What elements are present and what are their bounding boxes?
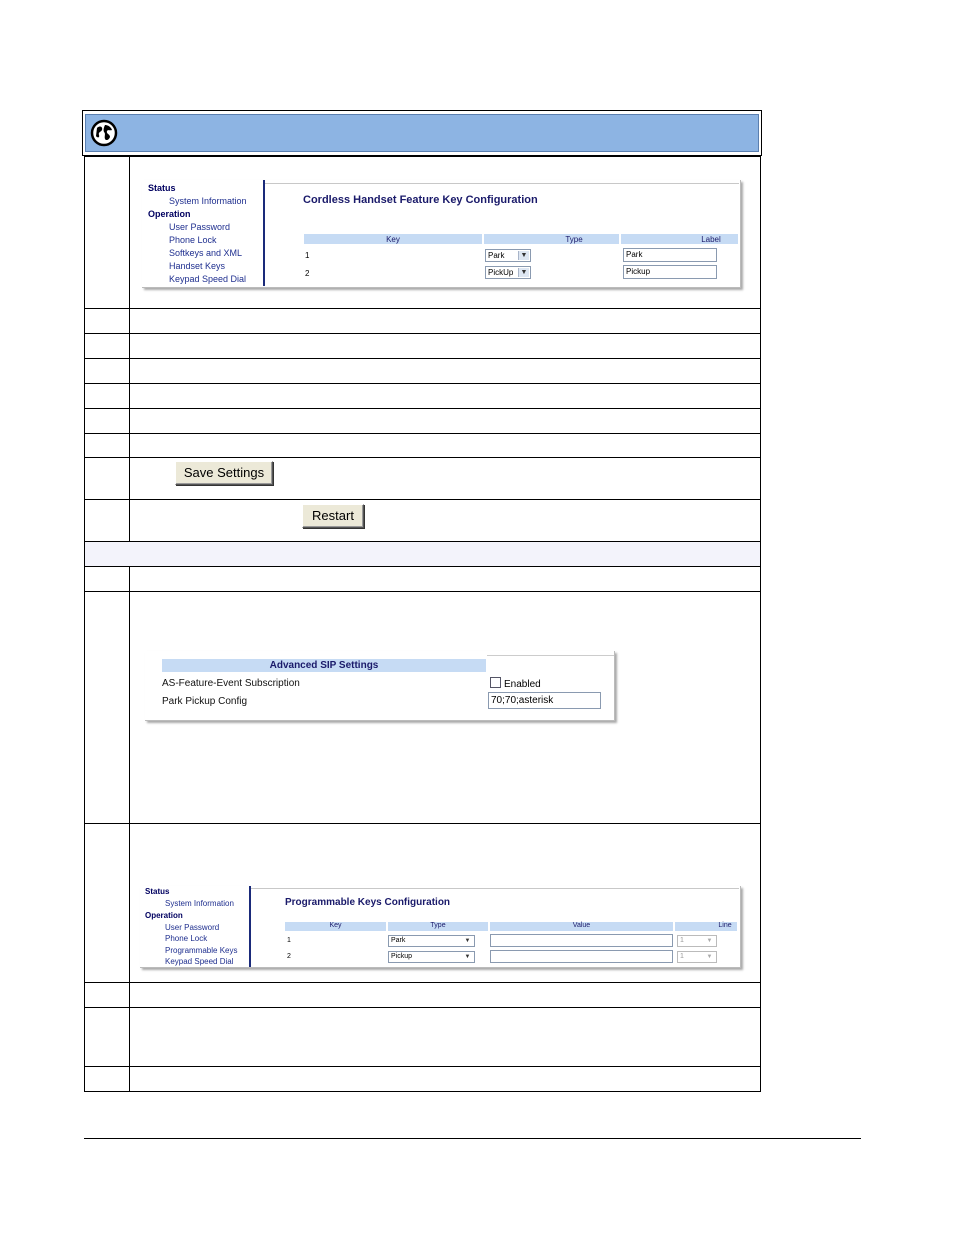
- table-row-border: [84, 823, 761, 824]
- table-border: [760, 156, 761, 1092]
- save-settings-button[interactable]: Save Settings: [175, 461, 273, 485]
- panel-top-rule: [251, 888, 739, 889]
- table-row-border: [84, 383, 761, 384]
- table-row-border: [84, 566, 761, 567]
- label-input-value: Pickup: [626, 267, 651, 276]
- table-row-border: [84, 333, 761, 334]
- sidebar-item-phone-lock[interactable]: Phone Lock: [165, 934, 208, 943]
- type-select-value: Park: [488, 251, 505, 260]
- globe-icon: [90, 119, 118, 147]
- sidebar-item-softkeys-xml[interactable]: Softkeys and XML: [169, 248, 243, 258]
- section-title: Advanced SIP Settings: [269, 660, 379, 671]
- column-header-label: Label: [701, 235, 721, 244]
- restart-button[interactable]: Restart: [302, 504, 364, 528]
- column-header-type: Type: [430, 922, 446, 929]
- sidebar-item-programmable-keys[interactable]: Programmable Keys: [165, 946, 238, 955]
- label-input-value: Park: [626, 250, 643, 259]
- sidebar-item-user-password[interactable]: User Password: [165, 923, 220, 932]
- table-row-border: [84, 1066, 761, 1067]
- table-row-border: [84, 499, 761, 500]
- panel-top-rule: [265, 183, 739, 184]
- chevron-down-icon: ▼: [518, 251, 529, 260]
- column-header-value: Value: [572, 922, 591, 929]
- column-header-key: Key: [386, 235, 400, 244]
- table-border: [84, 156, 85, 1092]
- type-select-1[interactable]: [388, 935, 475, 947]
- table-section-band: [85, 542, 760, 566]
- sidebar-heading-status: Status: [148, 183, 176, 193]
- sidebar-divider: [263, 180, 265, 286]
- label-input-1[interactable]: [623, 248, 717, 262]
- table-row-border: [84, 408, 761, 409]
- table-border: [84, 156, 761, 157]
- field-label-as-feature-event: AS-Feature-Event Subscription: [162, 678, 300, 689]
- panel-top-rule: [487, 655, 614, 656]
- sidebar-item-keypad-speed-dial[interactable]: Keypad Speed Dial: [169, 274, 247, 284]
- checkbox-label-enabled: Enabled: [504, 679, 541, 690]
- sidebar-heading-operation: Operation: [148, 209, 191, 219]
- page-title: Cordless Handset Feature Key Configuration: [303, 194, 538, 206]
- column-header-key: Key: [329, 922, 342, 929]
- sidebar-item-phone-lock[interactable]: Phone Lock: [169, 235, 217, 245]
- park-pickup-config-input[interactable]: [488, 692, 601, 709]
- table-border: [84, 1091, 761, 1092]
- chevron-down-icon: ▼: [704, 953, 715, 961]
- column-header-line: Line: [718, 922, 732, 929]
- sidebar-item-handset-keys[interactable]: Handset Keys: [169, 261, 226, 271]
- line-select-value: 1: [680, 953, 684, 960]
- type-select-value: Pickup: [391, 953, 413, 960]
- table-row-border: [84, 982, 761, 983]
- line-select-1[interactable]: [677, 935, 717, 947]
- page-title: Programmable Keys Configuration: [285, 897, 451, 908]
- type-select-value: Park: [391, 937, 406, 944]
- value-input-1[interactable]: [490, 934, 673, 947]
- key-number-2: 2: [287, 953, 291, 960]
- sidebar-heading-status: Status: [145, 887, 170, 896]
- sidebar-item-system-information[interactable]: System Information: [165, 899, 234, 908]
- sidebar-item-user-password[interactable]: User Password: [169, 222, 231, 232]
- table-row-border: [84, 1007, 761, 1008]
- footer-rule: [84, 1138, 861, 1139]
- sidebar-heading-operation: Operation: [145, 911, 183, 920]
- key-number-2: 2: [305, 269, 310, 278]
- key-number-1: 1: [287, 937, 291, 944]
- table-row-border: [84, 308, 761, 309]
- key-number-1: 1: [305, 251, 310, 260]
- table-row-border: [84, 457, 761, 458]
- type-select-1[interactable]: [485, 249, 531, 262]
- type-select-value: PickUp: [488, 268, 514, 277]
- table-row-border: [84, 591, 761, 592]
- enabled-checkbox[interactable]: [490, 677, 501, 688]
- line-select-2[interactable]: [677, 951, 717, 963]
- table-row-border: [84, 433, 761, 434]
- type-select-2[interactable]: [388, 951, 475, 963]
- chevron-down-icon: ▼: [462, 953, 473, 961]
- value-input-2[interactable]: [490, 950, 673, 963]
- field-label-park-pickup-config: Park Pickup Config: [162, 696, 248, 707]
- section-header-banner: [85, 114, 759, 152]
- chevron-down-icon: ▼: [462, 937, 473, 945]
- table-column-divider: [129, 566, 130, 1092]
- chevron-down-icon: ▼: [704, 937, 715, 945]
- line-select-value: 1: [680, 937, 684, 944]
- type-select-2[interactable]: [485, 266, 531, 279]
- chevron-down-icon: ▼: [518, 268, 529, 277]
- park-pickup-config-value: 70;70;asterisk: [491, 695, 554, 706]
- table-row-border: [84, 358, 761, 359]
- sidebar-divider: [249, 886, 251, 967]
- sidebar-item-system-information[interactable]: System Information: [169, 196, 247, 206]
- column-header-type: Type: [565, 235, 583, 244]
- label-input-2[interactable]: [623, 265, 717, 279]
- table-column-divider: [129, 156, 130, 542]
- sidebar-item-keypad-speed-dial[interactable]: Keypad Speed Dial: [165, 957, 234, 966]
